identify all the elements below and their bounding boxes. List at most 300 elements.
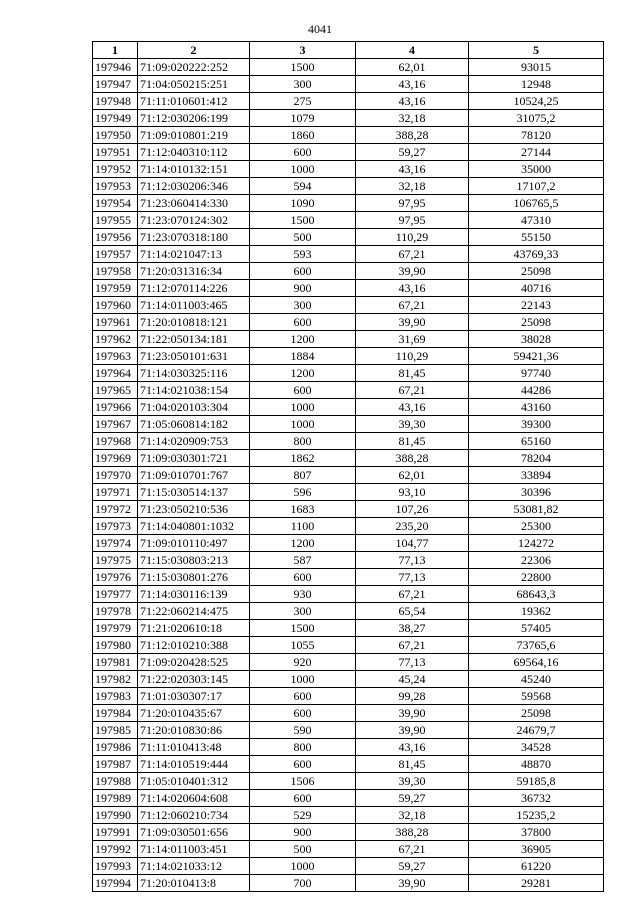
- table-row: [93, 739, 604, 756]
- table-row: [93, 501, 604, 518]
- price-cell: 38,27: [356, 620, 469, 637]
- sum-cell: 12948: [469, 76, 604, 93]
- quantity-cell: 1000: [250, 399, 356, 416]
- sum-cell: 106765,5: [469, 195, 604, 212]
- cadastral-number-cell: 71:22:020303:145: [138, 671, 250, 688]
- quantity-cell: 1884: [250, 348, 356, 365]
- record-id-cell: 197976: [93, 569, 138, 586]
- sum-cell: 39300: [469, 416, 604, 433]
- price-cell: 99,28: [356, 688, 469, 705]
- column-header-4: 4: [356, 42, 469, 59]
- sum-cell: 30396: [469, 484, 604, 501]
- cadastral-number-cell: 71:14:010132:151: [138, 161, 250, 178]
- record-id-cell: 197959: [93, 280, 138, 297]
- price-cell: 43,16: [356, 280, 469, 297]
- price-cell: 31,69: [356, 331, 469, 348]
- table-row: [93, 841, 604, 858]
- quantity-cell: 1000: [250, 416, 356, 433]
- table-row: [93, 127, 604, 144]
- price-cell: 43,16: [356, 161, 469, 178]
- record-id-cell: 197987: [93, 756, 138, 773]
- table-row: [93, 603, 604, 620]
- record-id-cell: 197994: [93, 875, 138, 892]
- cadastral-number-cell: 71:15:030803:213: [138, 552, 250, 569]
- sum-cell: 93015: [469, 59, 604, 76]
- record-id-cell: 197965: [93, 382, 138, 399]
- table-row: [93, 450, 604, 467]
- cadastral-number-cell: 71:14:011003:451: [138, 841, 250, 858]
- cadastral-number-cell: 71:14:021047:13: [138, 246, 250, 263]
- price-cell: 39,90: [356, 263, 469, 280]
- record-id-cell: 197979: [93, 620, 138, 637]
- cadastral-number-cell: 71:14:010519:444: [138, 756, 250, 773]
- sum-cell: 31075,2: [469, 110, 604, 127]
- record-id-cell: 197958: [93, 263, 138, 280]
- cadastral-number-cell: 71:23:050210:536: [138, 501, 250, 518]
- cadastral-number-cell: 71:12:030206:199: [138, 110, 250, 127]
- quantity-cell: 930: [250, 586, 356, 603]
- sum-cell: 40716: [469, 280, 604, 297]
- record-id-cell: 197986: [93, 739, 138, 756]
- record-id-cell: 197983: [93, 688, 138, 705]
- price-cell: 43,16: [356, 76, 469, 93]
- record-id-cell: 197954: [93, 195, 138, 212]
- sum-cell: 35000: [469, 161, 604, 178]
- sum-cell: 43160: [469, 399, 604, 416]
- quantity-cell: 920: [250, 654, 356, 671]
- quantity-cell: 807: [250, 467, 356, 484]
- price-cell: 77,13: [356, 569, 469, 586]
- sum-cell: 34528: [469, 739, 604, 756]
- price-cell: 65,54: [356, 603, 469, 620]
- sum-cell: 69564,16: [469, 654, 604, 671]
- price-cell: 39,90: [356, 722, 469, 739]
- quantity-cell: 700: [250, 875, 356, 892]
- price-cell: 77,13: [356, 654, 469, 671]
- sum-cell: 10524,25: [469, 93, 604, 110]
- table-row: [93, 297, 604, 314]
- price-cell: 388,28: [356, 824, 469, 841]
- price-cell: 81,45: [356, 365, 469, 382]
- sum-cell: 48870: [469, 756, 604, 773]
- table-row: [93, 280, 604, 297]
- price-cell: 39,30: [356, 416, 469, 433]
- sum-cell: 55150: [469, 229, 604, 246]
- record-id-cell: 197969: [93, 450, 138, 467]
- table-row: [93, 858, 604, 875]
- record-id-cell: 197981: [93, 654, 138, 671]
- price-cell: 97,95: [356, 212, 469, 229]
- quantity-cell: 1055: [250, 637, 356, 654]
- quantity-cell: 1500: [250, 212, 356, 229]
- sum-cell: 47310: [469, 212, 604, 229]
- record-id-cell: 197972: [93, 501, 138, 518]
- price-cell: 97,95: [356, 195, 469, 212]
- record-id-cell: 197956: [93, 229, 138, 246]
- table-row: [93, 824, 604, 841]
- sum-cell: 22143: [469, 297, 604, 314]
- sum-cell: 19362: [469, 603, 604, 620]
- quantity-cell: 1100: [250, 518, 356, 535]
- cadastral-number-cell: 71:22:050134:181: [138, 331, 250, 348]
- table-row: [93, 76, 604, 93]
- sum-cell: 22306: [469, 552, 604, 569]
- quantity-cell: 600: [250, 705, 356, 722]
- cadastral-number-cell: 71:20:010818:121: [138, 314, 250, 331]
- cadastral-number-cell: 71:15:030514:137: [138, 484, 250, 501]
- record-id-cell: 197947: [93, 76, 138, 93]
- quantity-cell: 1000: [250, 161, 356, 178]
- cadastral-number-cell: 71:23:060414:330: [138, 195, 250, 212]
- quantity-cell: 1200: [250, 535, 356, 552]
- quantity-cell: 275: [250, 93, 356, 110]
- quantity-cell: 300: [250, 76, 356, 93]
- price-cell: 62,01: [356, 467, 469, 484]
- table-row: [93, 263, 604, 280]
- quantity-cell: 1200: [250, 365, 356, 382]
- sum-cell: 53081,82: [469, 501, 604, 518]
- cadastral-number-cell: 71:11:010601:412: [138, 93, 250, 110]
- column-header-1: 1: [93, 42, 138, 59]
- cadastral-number-cell: 71:09:010801:219: [138, 127, 250, 144]
- sum-cell: 24679,7: [469, 722, 604, 739]
- price-cell: 110,29: [356, 348, 469, 365]
- cadastral-number-cell: 71:11:010413:48: [138, 739, 250, 756]
- cadastral-number-cell: 71:14:021033:12: [138, 858, 250, 875]
- price-cell: 67,21: [356, 637, 469, 654]
- sum-cell: 97740: [469, 365, 604, 382]
- cadastral-number-cell: 71:14:011003:465: [138, 297, 250, 314]
- header-row: [93, 42, 604, 59]
- cadastral-number-cell: 71:15:030801:276: [138, 569, 250, 586]
- record-id-cell: 197952: [93, 161, 138, 178]
- table-row: [93, 807, 604, 824]
- price-cell: 59,27: [356, 858, 469, 875]
- quantity-cell: 1200: [250, 331, 356, 348]
- cadastral-number-cell: 71:12:010210:388: [138, 637, 250, 654]
- price-cell: 81,45: [356, 433, 469, 450]
- table-row: [93, 654, 604, 671]
- price-cell: 32,18: [356, 110, 469, 127]
- cadastral-number-cell: 71:12:040310:112: [138, 144, 250, 161]
- price-cell: 93,10: [356, 484, 469, 501]
- column-header-2: 2: [138, 42, 250, 59]
- record-id-cell: 197951: [93, 144, 138, 161]
- cadastral-number-cell: 71:20:010435:67: [138, 705, 250, 722]
- price-cell: 43,16: [356, 399, 469, 416]
- cadastral-number-cell: 71:01:030307:17: [138, 688, 250, 705]
- record-id-cell: 197948: [93, 93, 138, 110]
- sum-cell: 78120: [469, 127, 604, 144]
- price-cell: 67,21: [356, 382, 469, 399]
- sum-cell: 43769,33: [469, 246, 604, 263]
- price-cell: 43,16: [356, 739, 469, 756]
- column-header-5: 5: [469, 42, 604, 59]
- record-id-cell: 197967: [93, 416, 138, 433]
- quantity-cell: 529: [250, 807, 356, 824]
- table-row: [93, 110, 604, 127]
- sum-cell: 124272: [469, 535, 604, 552]
- quantity-cell: 587: [250, 552, 356, 569]
- table-row: [93, 875, 604, 892]
- sum-cell: 25098: [469, 263, 604, 280]
- table-row: [93, 348, 604, 365]
- quantity-cell: 1500: [250, 59, 356, 76]
- quantity-cell: 300: [250, 603, 356, 620]
- cadastral-number-cell: 71:12:060210:734: [138, 807, 250, 824]
- price-cell: 110,29: [356, 229, 469, 246]
- cadastral-number-cell: 71:14:030116:139: [138, 586, 250, 603]
- record-id-cell: 197960: [93, 297, 138, 314]
- sum-cell: 68643,3: [469, 586, 604, 603]
- cadastral-number-cell: 71:23:050101:631: [138, 348, 250, 365]
- record-id-cell: 197963: [93, 348, 138, 365]
- cadastral-number-cell: 71:04:050215:251: [138, 76, 250, 93]
- price-cell: 59,27: [356, 790, 469, 807]
- table-row: [93, 365, 604, 382]
- price-cell: 77,13: [356, 552, 469, 569]
- table-row: [93, 399, 604, 416]
- sum-cell: 45240: [469, 671, 604, 688]
- cadastral-number-cell: 71:09:020222:252: [138, 59, 250, 76]
- sum-cell: 61220: [469, 858, 604, 875]
- table-row: [93, 93, 604, 110]
- cadastral-number-cell: 71:05:010401:312: [138, 773, 250, 790]
- price-cell: 62,01: [356, 59, 469, 76]
- cadastral-number-cell: 71:21:020610:18: [138, 620, 250, 637]
- quantity-cell: 596: [250, 484, 356, 501]
- price-cell: 235,20: [356, 518, 469, 535]
- sum-cell: 78204: [469, 450, 604, 467]
- quantity-cell: 1079: [250, 110, 356, 127]
- sum-cell: 25300: [469, 518, 604, 535]
- quantity-cell: 600: [250, 314, 356, 331]
- sum-cell: 65160: [469, 433, 604, 450]
- quantity-cell: 1683: [250, 501, 356, 518]
- record-id-cell: 197955: [93, 212, 138, 229]
- record-id-cell: 197950: [93, 127, 138, 144]
- record-id-cell: 197953: [93, 178, 138, 195]
- table-row: [93, 552, 604, 569]
- quantity-cell: 800: [250, 433, 356, 450]
- table-row: [93, 331, 604, 348]
- sum-cell: 17107,2: [469, 178, 604, 195]
- record-id-cell: 197946: [93, 59, 138, 76]
- cadastral-number-cell: 71:09:020428:525: [138, 654, 250, 671]
- price-cell: 67,21: [356, 246, 469, 263]
- sum-cell: 59421,36: [469, 348, 604, 365]
- table-body: [93, 59, 604, 892]
- price-cell: 43,16: [356, 93, 469, 110]
- record-id-cell: 197949: [93, 110, 138, 127]
- record-id-cell: 197984: [93, 705, 138, 722]
- cadastral-number-cell: 71:04:020103:304: [138, 399, 250, 416]
- record-id-cell: 197980: [93, 637, 138, 654]
- record-id-cell: 197978: [93, 603, 138, 620]
- record-id-cell: 197991: [93, 824, 138, 841]
- quantity-cell: 593: [250, 246, 356, 263]
- sum-cell: 73765,6: [469, 637, 604, 654]
- record-id-cell: 197970: [93, 467, 138, 484]
- table-row: [93, 416, 604, 433]
- quantity-cell: 600: [250, 756, 356, 773]
- record-id-cell: 197977: [93, 586, 138, 603]
- sum-cell: 29281: [469, 875, 604, 892]
- quantity-cell: 1860: [250, 127, 356, 144]
- table-row: [93, 671, 604, 688]
- cadastral-number-cell: 71:12:030206:346: [138, 178, 250, 195]
- sum-cell: 25098: [469, 705, 604, 722]
- cadastral-number-cell: 71:09:030301:721: [138, 450, 250, 467]
- quantity-cell: 1000: [250, 858, 356, 875]
- table-row: [93, 161, 604, 178]
- price-cell: 67,21: [356, 297, 469, 314]
- sum-cell: 37800: [469, 824, 604, 841]
- cadastral-number-cell: 71:20:010830:86: [138, 722, 250, 739]
- sum-cell: 59185,8: [469, 773, 604, 790]
- sum-cell: 15235,2: [469, 807, 604, 824]
- record-id-cell: 197989: [93, 790, 138, 807]
- price-cell: 39,90: [356, 314, 469, 331]
- price-cell: 32,18: [356, 178, 469, 195]
- quantity-cell: 500: [250, 229, 356, 246]
- table-row: [93, 722, 604, 739]
- price-cell: 67,21: [356, 586, 469, 603]
- quantity-cell: 600: [250, 569, 356, 586]
- data-table: [92, 41, 604, 892]
- cadastral-number-cell: 71:14:030325:116: [138, 365, 250, 382]
- table-row: [93, 569, 604, 586]
- table-row: [93, 246, 604, 263]
- table-row: [93, 212, 604, 229]
- table-row: [93, 195, 604, 212]
- quantity-cell: 600: [250, 263, 356, 280]
- sum-cell: 36905: [469, 841, 604, 858]
- record-id-cell: 197990: [93, 807, 138, 824]
- price-cell: 107,26: [356, 501, 469, 518]
- sum-cell: 27144: [469, 144, 604, 161]
- record-id-cell: 197966: [93, 399, 138, 416]
- table-row: [93, 59, 604, 76]
- price-cell: 59,27: [356, 144, 469, 161]
- cadastral-number-cell: 71:09:010110:497: [138, 535, 250, 552]
- cadastral-number-cell: 71:23:070318:180: [138, 229, 250, 246]
- record-id-cell: 197974: [93, 535, 138, 552]
- record-id-cell: 197973: [93, 518, 138, 535]
- record-id-cell: 197975: [93, 552, 138, 569]
- sum-cell: 57405: [469, 620, 604, 637]
- quantity-cell: 600: [250, 688, 356, 705]
- table-row: [93, 756, 604, 773]
- table-row: [93, 637, 604, 654]
- quantity-cell: 500: [250, 841, 356, 858]
- record-id-cell: 197992: [93, 841, 138, 858]
- table-row: [93, 518, 604, 535]
- cadastral-number-cell: 71:09:010701:767: [138, 467, 250, 484]
- sum-cell: 59568: [469, 688, 604, 705]
- table-row: [93, 433, 604, 450]
- quantity-cell: 800: [250, 739, 356, 756]
- sum-cell: 25098: [469, 314, 604, 331]
- price-cell: 39,90: [356, 705, 469, 722]
- cadastral-number-cell: 71:22:060214:475: [138, 603, 250, 620]
- page-number: 4041: [308, 22, 332, 36]
- cadastral-number-cell: 71:14:020604:608: [138, 790, 250, 807]
- cadastral-number-cell: 71:20:010413:8: [138, 875, 250, 892]
- cadastral-number-cell: 71:14:021038:154: [138, 382, 250, 399]
- sum-cell: 33894: [469, 467, 604, 484]
- quantity-cell: 590: [250, 722, 356, 739]
- cadastral-number-cell: 71:14:020909:753: [138, 433, 250, 450]
- price-cell: 32,18: [356, 807, 469, 824]
- record-id-cell: 197993: [93, 858, 138, 875]
- quantity-cell: 600: [250, 144, 356, 161]
- cadastral-number-cell: 71:20:031316:34: [138, 263, 250, 280]
- column-header-3: 3: [250, 42, 356, 59]
- record-id-cell: 197982: [93, 671, 138, 688]
- record-id-cell: 197988: [93, 773, 138, 790]
- cadastral-number-cell: 71:12:070114:226: [138, 280, 250, 297]
- quantity-cell: 900: [250, 280, 356, 297]
- cadastral-number-cell: 71:14:040801:1032: [138, 518, 250, 535]
- price-cell: 388,28: [356, 127, 469, 144]
- quantity-cell: 600: [250, 790, 356, 807]
- table-row: [93, 314, 604, 331]
- table-row: [93, 484, 604, 501]
- price-cell: 81,45: [356, 756, 469, 773]
- sum-cell: 38028: [469, 331, 604, 348]
- quantity-cell: 600: [250, 382, 356, 399]
- table-row: [93, 688, 604, 705]
- price-cell: 39,30: [356, 773, 469, 790]
- record-id-cell: 197964: [93, 365, 138, 382]
- quantity-cell: 1000: [250, 671, 356, 688]
- sum-cell: 36732: [469, 790, 604, 807]
- quantity-cell: 1506: [250, 773, 356, 790]
- cadastral-number-cell: 71:05:060814:182: [138, 416, 250, 433]
- record-id-cell: 197962: [93, 331, 138, 348]
- table-row: [93, 467, 604, 484]
- price-cell: 388,28: [356, 450, 469, 467]
- quantity-cell: 300: [250, 297, 356, 314]
- record-id-cell: 197985: [93, 722, 138, 739]
- table-row: [93, 790, 604, 807]
- quantity-cell: 1862: [250, 450, 356, 467]
- record-id-cell: 197961: [93, 314, 138, 331]
- record-id-cell: 197957: [93, 246, 138, 263]
- table-row: [93, 178, 604, 195]
- table-row: [93, 229, 604, 246]
- table-row: [93, 535, 604, 552]
- quantity-cell: 900: [250, 824, 356, 841]
- sum-cell: 44286: [469, 382, 604, 399]
- record-id-cell: 197968: [93, 433, 138, 450]
- sum-cell: 22800: [469, 569, 604, 586]
- price-cell: 104,77: [356, 535, 469, 552]
- quantity-cell: 594: [250, 178, 356, 195]
- table-row: [93, 586, 604, 603]
- record-id-cell: 197971: [93, 484, 138, 501]
- price-cell: 45,24: [356, 671, 469, 688]
- table-row: [93, 144, 604, 161]
- table-row: [93, 705, 604, 722]
- cadastral-number-cell: 71:23:070124:302: [138, 212, 250, 229]
- quantity-cell: 1090: [250, 195, 356, 212]
- quantity-cell: 1500: [250, 620, 356, 637]
- table-row: [93, 382, 604, 399]
- table-row: [93, 773, 604, 790]
- table-row: [93, 620, 604, 637]
